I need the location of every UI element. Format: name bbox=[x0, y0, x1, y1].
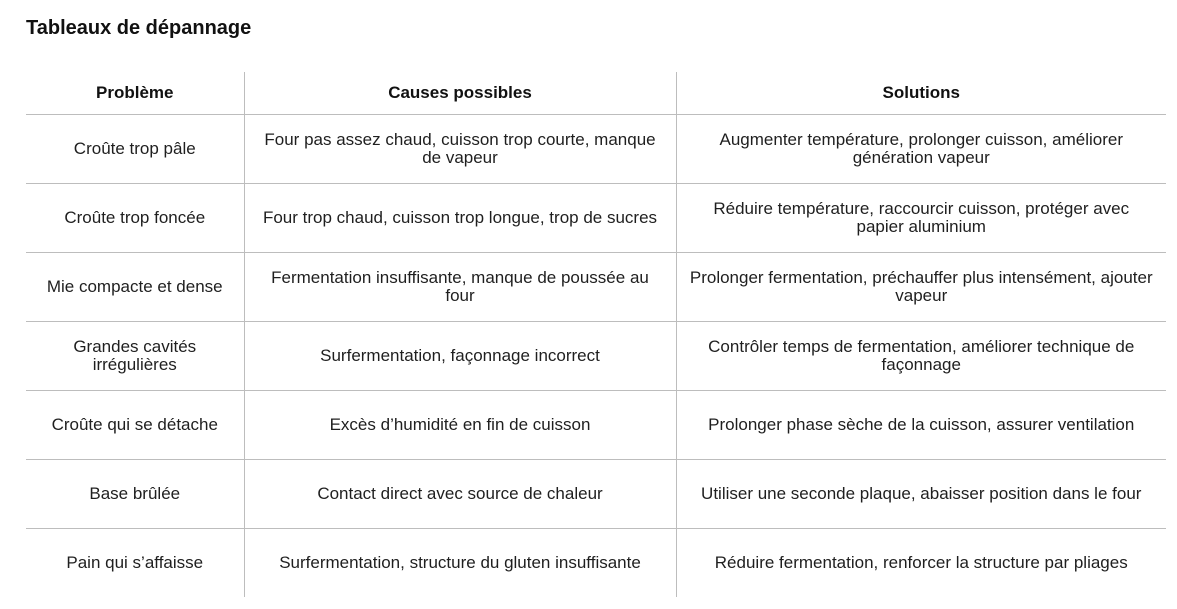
cell-problem: Croûte trop foncée bbox=[26, 184, 244, 253]
cell-solutions: Prolonger phase sèche de la cuisson, assurer ventilation bbox=[676, 391, 1166, 460]
header-solutions: Solutions bbox=[676, 72, 1166, 115]
cell-problem: Mie compacte et dense bbox=[26, 253, 244, 322]
cell-causes: Four trop chaud, cuisson trop longue, trop de sucres bbox=[244, 184, 676, 253]
table-row bbox=[26, 529, 1166, 598]
cell-causes: Four pas assez chaud, cuisson trop courte, manque de vapeur bbox=[244, 115, 676, 184]
table-row bbox=[26, 115, 1166, 184]
cell-causes: Excès d’humidité en fin de cuisson bbox=[244, 391, 676, 460]
cell-solutions: Réduire température, raccourcir cuisson, protéger avec papier aluminium bbox=[676, 184, 1166, 253]
cell-causes: Contact direct avec source de chaleur bbox=[244, 460, 676, 529]
cell-problem: Grandes cavités irrégulières bbox=[26, 322, 244, 391]
cell-solutions: Augmenter température, prolonger cuisson, améliorer génération vapeur bbox=[676, 115, 1166, 184]
cell-problem: Pain qui s’affaisse bbox=[66, 553, 204, 572]
cell-solutions: Contrôler temps de fermentation, améliorer technique de façonnage bbox=[676, 322, 1166, 391]
cell-solutions: Prolonger fermentation, préchauffer plus intensément, ajouter vapeur bbox=[676, 253, 1166, 322]
table-row bbox=[26, 322, 1166, 391]
cell-causes: Surfermentation, façonnage incorrect bbox=[244, 322, 676, 391]
table-row bbox=[26, 184, 1166, 253]
cell-problem: Croûte trop pâle bbox=[26, 115, 244, 184]
table-header-row bbox=[26, 72, 1166, 115]
table-row bbox=[26, 253, 1166, 322]
header-causes: Causes possibles bbox=[244, 72, 676, 115]
page-title: Tableaux de dépannage bbox=[26, 17, 252, 39]
cell-causes: Fermentation insuffisante, manque de poussée au four bbox=[244, 253, 676, 322]
cell-problem: Base brûlée bbox=[26, 460, 244, 529]
cell-solutions: Réduire fermentation, renforcer la structure par pliages bbox=[676, 529, 1166, 598]
table-row bbox=[26, 391, 1166, 460]
table-row bbox=[26, 460, 1166, 529]
cell-causes: Surfermentation, structure du gluten insuffisante bbox=[244, 529, 676, 598]
cell-problem: Croûte qui se détache bbox=[26, 391, 244, 460]
cell-solutions: Utiliser une seconde plaque, abaisser position dans le four bbox=[676, 460, 1166, 529]
header-problem: Problème bbox=[26, 72, 244, 115]
troubleshooting-table bbox=[26, 72, 1166, 597]
